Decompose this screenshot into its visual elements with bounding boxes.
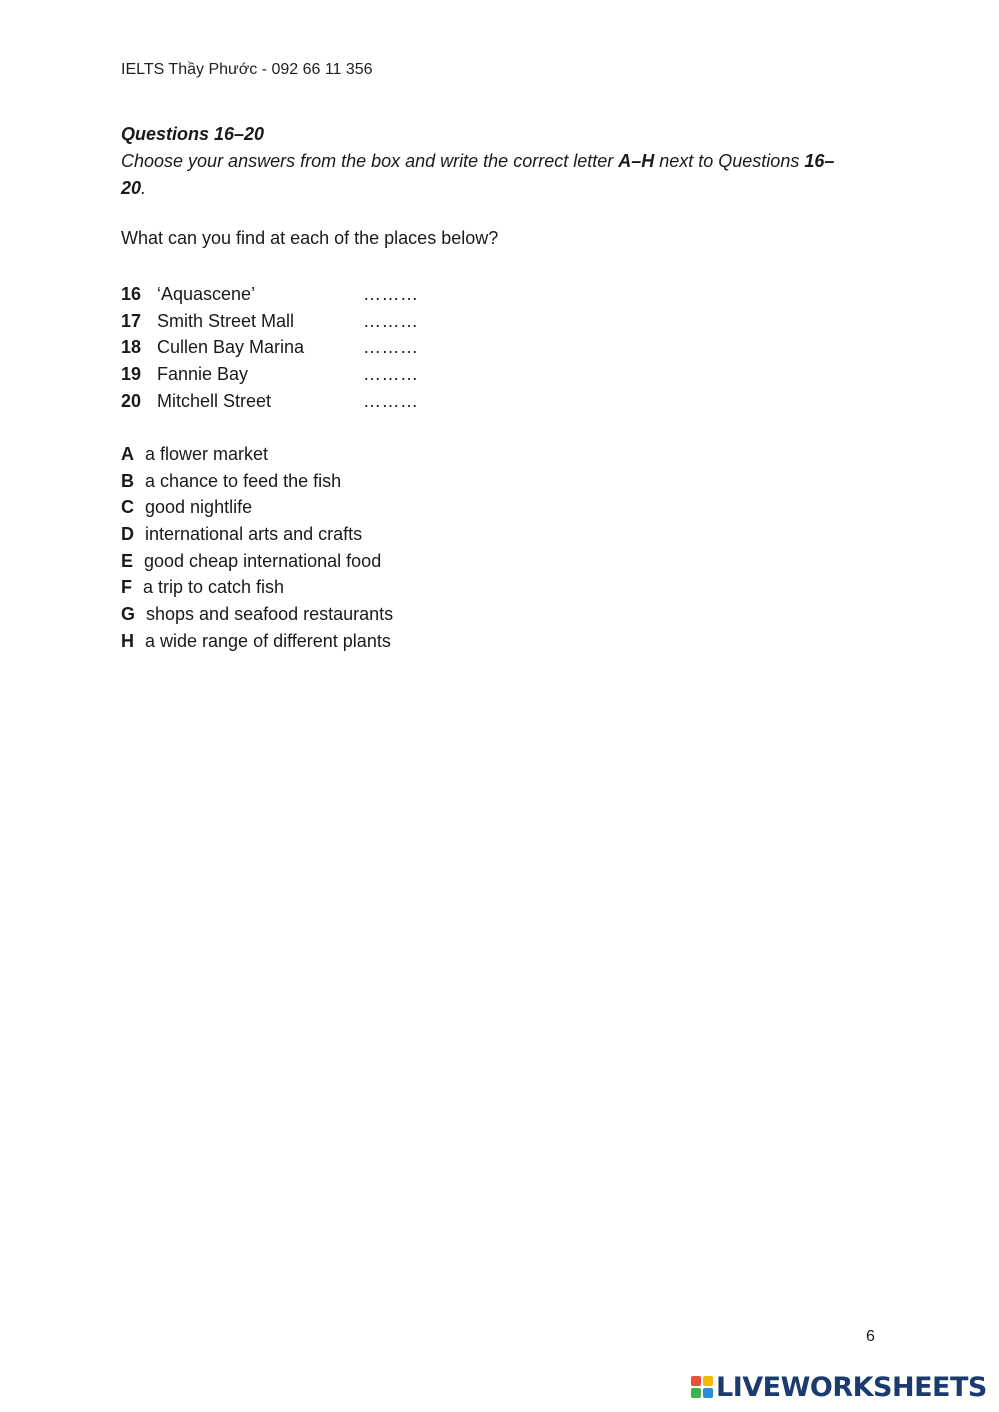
place-name: Fannie Bay — [157, 364, 249, 385]
question-number: 16 — [121, 284, 142, 304]
option-letter: H — [121, 630, 134, 651]
option-row — [121, 521, 393, 548]
option-letter: D — [121, 524, 134, 545]
option-text: a trip to catch fish — [143, 577, 285, 598]
instructions-mid: next to Questions — [654, 151, 805, 171]
option-row — [121, 494, 393, 521]
place-name: ‘Aquascene’ — [157, 284, 256, 304]
place-name: Mitchell Street — [157, 390, 272, 411]
instructions-text — [121, 148, 841, 202]
questions-title: Questions 16–20 — [121, 124, 265, 144]
option-row — [121, 574, 393, 601]
option-text: international arts and crafts — [145, 524, 363, 545]
option-letter: F — [121, 577, 132, 598]
question-row — [121, 388, 443, 415]
question-prompt: What can you find at each of the places below? — [121, 228, 499, 248]
question-row — [121, 308, 443, 335]
question-number: 20 — [121, 390, 142, 411]
page-number: 6 — [866, 1328, 875, 1345]
question-row — [121, 361, 443, 388]
option-text: shops and seafood restaurants — [146, 604, 394, 625]
option-letter: E — [121, 550, 134, 571]
answer-options — [121, 441, 393, 655]
option-text: a flower market — [145, 444, 269, 464]
place-name: Smith Street Mall — [157, 310, 295, 331]
option-row — [121, 601, 393, 628]
instructions-letters: A–H — [618, 151, 655, 171]
option-row — [121, 628, 393, 655]
logo-blocks-icon — [690, 1375, 714, 1399]
answer-blank[interactable]: ……… — [363, 390, 419, 411]
option-letter: B — [121, 470, 134, 491]
instructions-start: Choose your answers from the box and write the correct letter — [121, 151, 619, 171]
option-text: good cheap international food — [144, 550, 382, 571]
answer-blank[interactable]: ……… — [363, 337, 419, 358]
option-letter: A — [121, 444, 134, 464]
logo-text: LIVEWORKSHEETS — [716, 1371, 987, 1403]
place-name: Cullen Bay Marina — [157, 337, 305, 358]
instructions-end: . — [141, 178, 147, 198]
instructions-block — [121, 121, 841, 202]
question-number: 19 — [121, 364, 142, 385]
instructions-range: 16–20 — [121, 151, 835, 198]
answer-blank[interactable]: ……… — [363, 284, 419, 304]
question-number: 18 — [121, 337, 142, 358]
question-number: 17 — [121, 310, 142, 331]
liveworksheets-logo — [690, 1370, 987, 1404]
logo-block-yellow — [703, 1376, 713, 1386]
logo-block-blue — [703, 1388, 713, 1398]
option-letter: G — [121, 604, 136, 625]
option-row — [121, 548, 393, 575]
option-letter: C — [121, 497, 134, 518]
logo-block-red — [691, 1376, 701, 1386]
question-list — [121, 281, 443, 414]
question-row — [121, 281, 443, 308]
option-row — [121, 468, 393, 495]
option-text: good nightlife — [145, 497, 253, 518]
logo-block-green — [691, 1388, 701, 1398]
answer-blank[interactable]: ……… — [363, 364, 419, 385]
answer-blank[interactable]: ……… — [363, 310, 419, 331]
option-text: a chance to feed the fish — [145, 470, 342, 491]
document-header: IELTS Thầy Phước - 092 66 11 356 — [121, 61, 373, 78]
question-row — [121, 334, 443, 361]
option-text: a wide range of different plants — [145, 630, 391, 651]
option-row — [121, 441, 393, 468]
